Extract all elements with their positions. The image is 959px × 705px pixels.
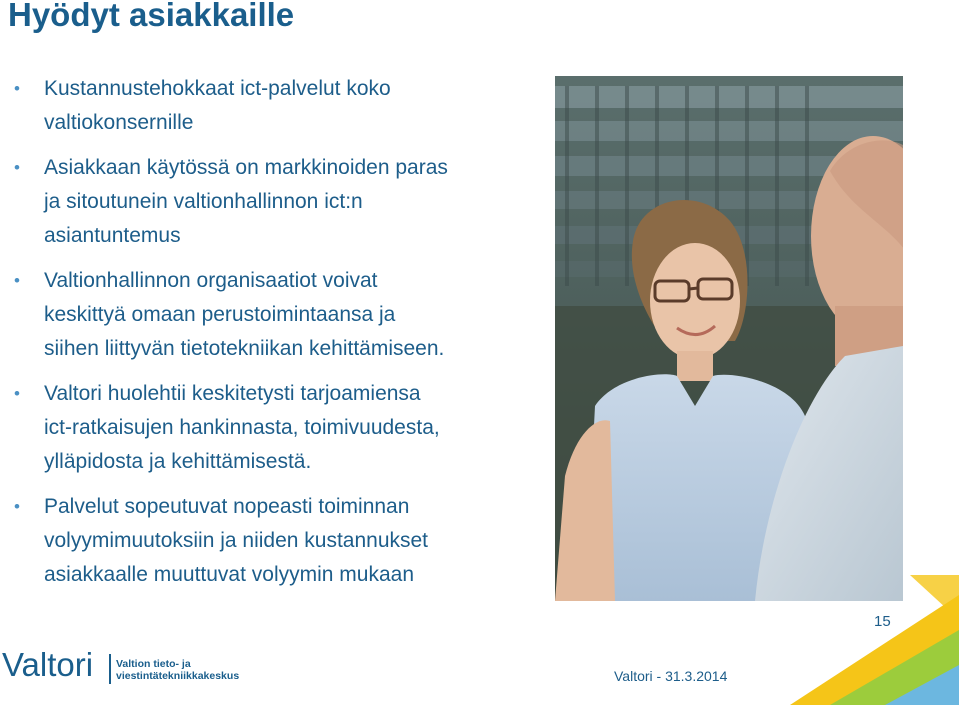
bullet-line: volyymimuutoksiin ja niiden kustannukset: [44, 529, 429, 552]
bullet-list: [14, 72, 544, 603]
bullet-line: ylläpidosta ja kehittämisestä.: [44, 450, 312, 473]
bullet-line: keskittyä omaan perustoimintaansa ja: [44, 303, 396, 326]
bullet-item: [14, 490, 544, 592]
bullet-icon: •: [14, 497, 20, 516]
logo-divider: [109, 654, 111, 684]
valtori-logo: [0, 646, 240, 690]
logo-subtitle-line: Valtion tieto- ja: [116, 658, 191, 670]
bullet-line: asiantuntemus: [44, 224, 181, 247]
bullet-line: ja sitoutunein valtionhallinnon ict:n: [44, 190, 363, 213]
logo-subtitle-line: viestintätekniikkakeskus: [116, 670, 240, 682]
photo-illustration: [555, 76, 903, 601]
bullet-line: asiakkaalle muuttuvat volyymin mukaan: [44, 563, 415, 586]
corner-decoration: [790, 575, 959, 705]
bullet-line: siihen liittyvän tietotekniikan kehittämiseen.: [44, 337, 445, 360]
bullet-line: Kustannustehokkaat ict-palvelut koko: [44, 77, 391, 100]
logo-wordmark: Valtori: [2, 646, 94, 683]
bullet-line: Asiakkaan käytössä on markkinoiden paras: [44, 156, 448, 179]
footer-date: Valtori - 31.3.2014: [614, 668, 728, 684]
slide-title: Hyödyt asiakkaille: [8, 0, 295, 33]
bullet-item: [14, 72, 544, 140]
bullet-icon: •: [14, 158, 20, 177]
bullet-line: Valtionhallinnon organisaatiot voivat: [44, 269, 378, 292]
bullet-line: valtiokonsernille: [44, 111, 194, 134]
bullet-line: ict-ratkaisujen hankinnasta, toimivuudesta,: [44, 416, 440, 439]
page-number: 15: [874, 613, 891, 630]
bullet-item: [14, 151, 544, 253]
logo-subtitle: [116, 658, 239, 682]
bullet-icon: •: [14, 271, 20, 290]
bullet-item: [14, 264, 544, 366]
bullet-line: Palvelut sopeutuvat nopeasti toiminnan: [44, 495, 410, 518]
bullet-item: [14, 377, 544, 479]
bullet-icon: •: [14, 79, 20, 98]
bullet-line: Valtori huolehtii keskitetysti tarjoamiensa: [44, 382, 421, 405]
photo-two-people: [555, 76, 903, 601]
bullet-icon: •: [14, 384, 20, 403]
